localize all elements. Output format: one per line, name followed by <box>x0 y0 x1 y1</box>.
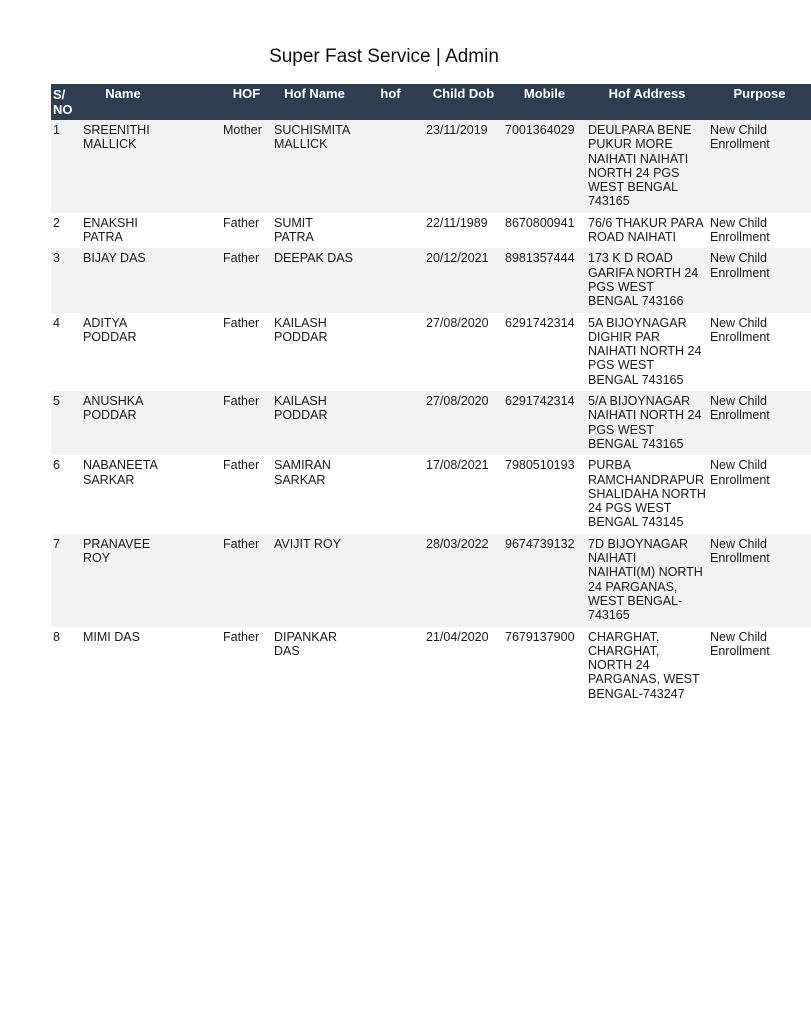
cell-child-dob: 21/04/2020 <box>424 627 503 705</box>
cell-hof-name: SAMIRAN SARKAR <box>272 455 357 533</box>
header-hof-address: Hof Address <box>586 84 708 120</box>
cell-sno: 8 <box>51 627 81 705</box>
cell-hof: Father <box>221 534 272 627</box>
cell-hof-regional <box>357 391 424 455</box>
header-mobile: Mobile <box>503 84 586 120</box>
table-row <box>51 213 811 249</box>
cell-sno: 4 <box>51 313 81 391</box>
cell-name: PRANAVEE ROY <box>81 534 165 627</box>
cell-mobile: 7001364029 <box>503 120 586 213</box>
cell-name-regional <box>165 391 221 455</box>
cell-hof-regional <box>357 534 424 627</box>
cell-hof-address: 7D BIJOYNAGAR NAIHATI NAIHATI(M) NORTH 24 PARGANAS, WEST BENGAL-743165 <box>586 534 708 627</box>
table-row <box>51 391 811 455</box>
cell-mobile: 7679137900 <box>503 627 586 705</box>
cell-hof: Father <box>221 391 272 455</box>
cell-purpose: New Child Enrollment <box>708 213 811 249</box>
cell-hof-regional <box>357 120 424 213</box>
cell-purpose: New Child Enrollment <box>708 627 811 705</box>
cell-name-regional <box>165 627 221 705</box>
cell-hof-name: DEEPAK DAS <box>272 248 357 312</box>
cell-sno: 1 <box>51 120 81 213</box>
cell-name: MIMI DAS <box>81 627 165 705</box>
cell-child-dob: 27/08/2020 <box>424 313 503 391</box>
header-hof: HOF <box>221 84 272 120</box>
header-hof-regional-text: hof <box>380 86 401 101</box>
cell-mobile: 6291742314 <box>503 313 586 391</box>
cell-hof-regional <box>357 213 424 249</box>
cell-purpose: New Child Enrollment <box>708 534 811 627</box>
cell-name: ADITYA PODDAR <box>81 313 165 391</box>
table-row <box>51 313 811 391</box>
cell-mobile: 8670800941 <box>503 213 586 249</box>
cell-child-dob: 27/08/2020 <box>424 391 503 455</box>
table-row <box>51 627 811 705</box>
cell-hof-address: 5A BIJOYNAGAR DIGHIR PAR NAIHATI NORTH 24 PGS WEST BENGAL 743165 <box>586 313 708 391</box>
cell-hof-name: SUCHISMITA MALLICK <box>272 120 357 213</box>
table-row <box>51 248 811 312</box>
cell-hof: Father <box>221 213 272 249</box>
cell-hof-regional <box>357 455 424 533</box>
table-row <box>51 534 811 627</box>
header-child-dob: Child Dob <box>424 84 503 120</box>
cell-child-dob: 20/12/2021 <box>424 248 503 312</box>
cell-hof: Mother <box>221 120 272 213</box>
table-header-row <box>51 84 811 120</box>
table-body <box>51 120 811 705</box>
cell-hof-regional <box>357 248 424 312</box>
cell-name: SREENITHI MALLICK <box>81 120 165 213</box>
cell-sno: 7 <box>51 534 81 627</box>
cell-hof-name: SUMIT PATRA <box>272 213 357 249</box>
cell-hof-address: 173 K D ROAD GARIFA NORTH 24 PGS WEST BENGAL 743166 <box>586 248 708 312</box>
cell-name-regional <box>165 534 221 627</box>
cell-child-dob: 23/11/2019 <box>424 120 503 213</box>
table-row <box>51 455 811 533</box>
cell-sno: 6 <box>51 455 81 533</box>
cell-hof-address: DEULPARA BENE PUKUR MORE NAIHATI NAIHATI NORTH 24 PGS WEST BENGAL 743165 <box>586 120 708 213</box>
cell-mobile: 8981357444 <box>503 248 586 312</box>
header-hof-name: Hof Name <box>272 84 357 120</box>
cell-name: NABANEETA SARKAR <box>81 455 165 533</box>
cell-hof-address: CHARGHAT, CHARGHAT, NORTH 24 PARGANAS, WEST BENGAL-743247 <box>586 627 708 705</box>
cell-purpose: New Child Enrollment <box>708 120 811 213</box>
cell-hof-name: KAILASH PODDAR <box>272 391 357 455</box>
cell-sno: 5 <box>51 391 81 455</box>
cell-name-regional <box>165 213 221 249</box>
cell-name-regional <box>165 120 221 213</box>
header-hof-regional <box>357 84 424 120</box>
cell-child-dob: 22/11/1989 <box>424 213 503 249</box>
cell-sno: 3 <box>51 248 81 312</box>
cell-name-regional <box>165 248 221 312</box>
cell-mobile: 9674739132 <box>503 534 586 627</box>
cell-name: ANUSHKA PODDAR <box>81 391 165 455</box>
cell-name: BIJAY DAS <box>81 248 165 312</box>
enrollment-table <box>51 84 811 705</box>
cell-name: ENAKSHI PATRA <box>81 213 165 249</box>
cell-hof: Father <box>221 455 272 533</box>
cell-purpose: New Child Enrollment <box>708 313 811 391</box>
header-purpose: Purpose <box>708 84 811 120</box>
header-name: Name <box>81 84 165 120</box>
header-sno: S/ NO <box>51 84 81 120</box>
page-title: Super Fast Service | Admin <box>269 46 499 67</box>
cell-hof: Father <box>221 313 272 391</box>
cell-child-dob: 28/03/2022 <box>424 534 503 627</box>
cell-hof-regional <box>357 313 424 391</box>
cell-hof: Father <box>221 248 272 312</box>
table-row <box>51 120 811 213</box>
cell-name-regional <box>165 455 221 533</box>
cell-mobile: 6291742314 <box>503 391 586 455</box>
cell-hof: Father <box>221 627 272 705</box>
cell-hof-address: 5/A BIJOYNAGAR NAIHATI NORTH 24 PGS WEST BENGAL 743165 <box>586 391 708 455</box>
cell-name-regional <box>165 313 221 391</box>
cell-hof-address: 76/6 THAKUR PARA ROAD NAIHATI <box>586 213 708 249</box>
cell-child-dob: 17/08/2021 <box>424 455 503 533</box>
header-name-regional <box>165 84 221 120</box>
cell-hof-name: KAILASH PODDAR <box>272 313 357 391</box>
cell-purpose: New Child Enrollment <box>708 248 811 312</box>
cell-hof-address: PURBA RAMCHANDRAPUR SHALIDAHA NORTH 24 PGS WEST BENGAL 743145 <box>586 455 708 533</box>
cell-sno: 2 <box>51 213 81 249</box>
cell-purpose: New Child Enrollment <box>708 391 811 455</box>
cell-mobile: 7980510193 <box>503 455 586 533</box>
cell-hof-name: DIPANKAR DAS <box>272 627 357 705</box>
cell-purpose: New Child Enrollment <box>708 455 811 533</box>
cell-hof-name: AVIJIT ROY <box>272 534 357 627</box>
cell-hof-regional <box>357 627 424 705</box>
